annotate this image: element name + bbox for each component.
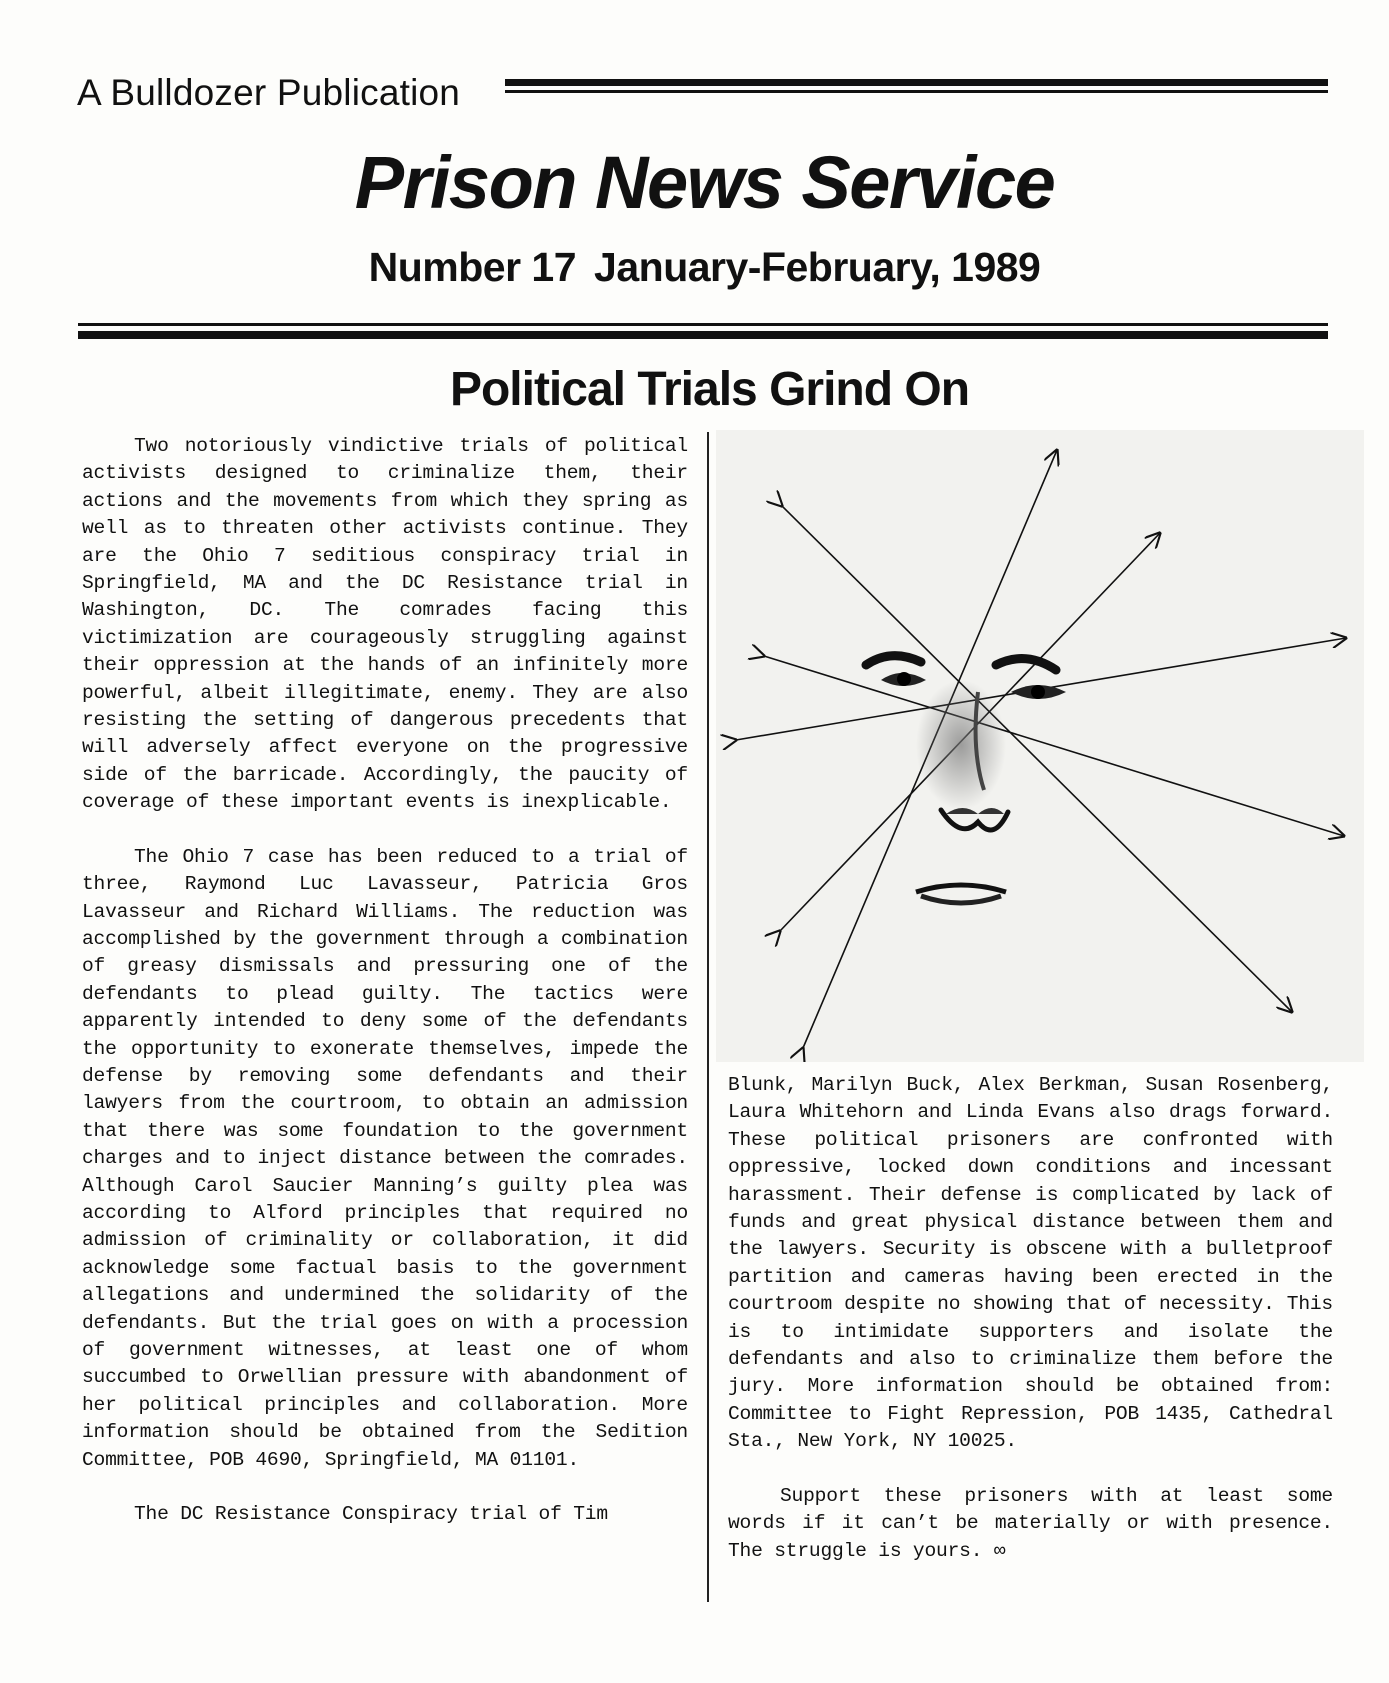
section-rule — [78, 323, 1328, 339]
face-drawing — [866, 656, 1066, 903]
article-headline: Political Trials Grind On — [449, 363, 970, 416]
article-paragraph: Blunk, Marilyn Buck, Alex Berkman, Susan Rosenberg, Laura Whitehorn and Linda Evans also drags forward. These political prisoners are confronted with oppressive, locked down conditions and incessant harassment. Their defense is complicated by lack of funds and great physical distance between them and the lawyers. Security is obscene with a bulletproof partition and cameras having been erected in the courtroom despite no showing that of necessity. This is to intimidate supporters and isolate the defendants and also to criminalize them before the jury. More information should be obtained from: Committee to Fight Repression, POB 1435, Cathedral Sta., New York, NY 10025. — [728, 1074, 1333, 1453]
issue-line — [0, 244, 1389, 291]
publisher-line: A Bulldozer Publication — [77, 72, 461, 113]
face-arrows-illustration — [716, 430, 1364, 1062]
article-right-column — [728, 1072, 1333, 1565]
column-divider — [707, 432, 709, 1602]
header-rule — [505, 79, 1328, 93]
article-left-column — [82, 433, 688, 1528]
masthead-title: Prison News Service — [354, 141, 1055, 224]
article-paragraph: The DC Resistance Conspiracy trial of Tim — [134, 1503, 608, 1526]
issue-date: January-February, 1989 — [594, 244, 1041, 290]
issue-number: Number 17 — [368, 244, 577, 290]
article-paragraph: The Ohio 7 case has been reduced to a trial of three, Raymond Luc Lavasseur, Patricia Gros Lavasseur and Richard Williams. The reduction was accomplished by the government through a combination of greasy dismissals and pressuring one of the defendants to plead guilty. The tactics were apparently intended to deny some of the defendants the opportunity to exonerate themselves, impede the defense by removing some defendants and their lawyers from the courtroom, to obtain an admission that there was some foundation to the government charges and to inject distance between the comrades. Although Carol Saucier Manning’s guilty plea was according to Alford principles that required no admission of criminality or collaboration, it did acknowledge some factual basis to the government allegations and undermined the solidarity of the defendants. But the trial goes on with a procession of government witnesses, at least one of whom succumbed to Orwellian pressure with abandonment of her political principles and collaboration. More information should be obtained from the Sedition Committee, POB 4690, Springfield, MA 01101. — [82, 845, 688, 1471]
article-paragraph: Support these prisoners with at least some words if it can’t be materially or with presence. The struggle is yours. ∞ — [728, 1484, 1333, 1562]
article-paragraph: Two notoriously vindictive trials of political activists designed to criminalize them, their actions and the movements from which they spring as well as to threaten other activists continue. They are the Ohio 7 seditious conspiracy trial in Springfield, MA and the DC Resistance trial in Washington, DC. The comrades facing this victimization are courageously struggling against their oppression at the hands of an infinitely more powerful, albeit illegitimate, enemy. They are also resisting the setting of dangerous precedents that will adversely affect everyone on the progressive side of the barricade. Accordingly, the paucity of coverage of these important events is inexplicable. — [82, 435, 688, 814]
radiating-arrows — [736, 450, 1346, 1048]
